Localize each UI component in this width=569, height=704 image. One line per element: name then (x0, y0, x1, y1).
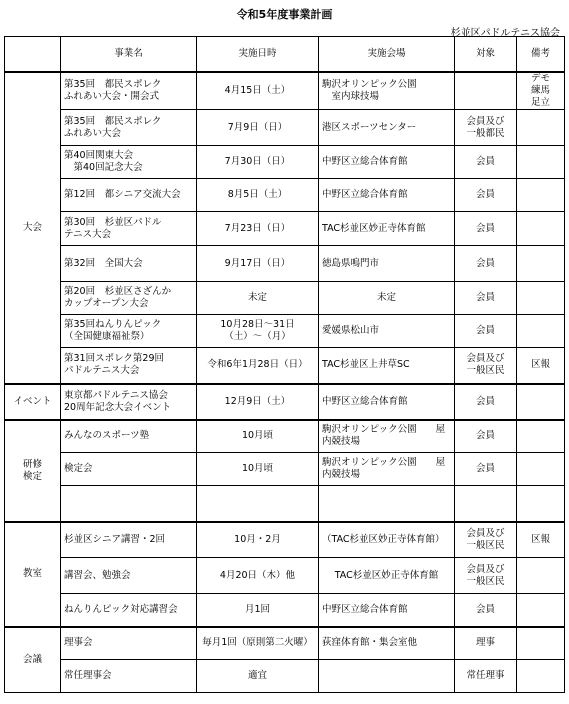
table-row (5, 558, 565, 594)
event-venue: TAC杉並区妙正寺体育館 (319, 558, 455, 594)
event-date: 10月・2月 (197, 522, 319, 558)
event-name: 東京都パドルテニス協会 20周年記念大会イベント (61, 384, 197, 420)
header-note: 備考 (517, 37, 565, 73)
event-venue: 中野区立総合体育館 (319, 594, 455, 627)
event-date: 月1回 (197, 594, 319, 627)
event-date: 4月15日（土） (197, 72, 319, 110)
category-kenshu: 研修 検定 (5, 420, 61, 522)
event-note (517, 315, 565, 348)
event-target: 会員 (455, 384, 517, 420)
organization-name: 杉並区パドルテニス協会 (450, 28, 560, 39)
table-row (5, 246, 565, 282)
event-target (455, 486, 517, 522)
event-name: 第31回スポレク第29回 パドルテニス大会 (61, 348, 197, 384)
event-note (517, 453, 565, 486)
event-target: 会員 (455, 146, 517, 179)
event-name: 講習会、勉強会 (61, 558, 197, 594)
table-row (5, 627, 565, 660)
event-note: 区報 (517, 348, 565, 384)
event-name: 第20回 杉並区さざんか カップオープン大会 (61, 282, 197, 315)
table-row (5, 179, 565, 212)
table-row (5, 110, 565, 146)
event-name: 第35回 都民スポレク ふれあい大会・開会式 (61, 72, 197, 110)
event-name: ねんりんピック対応講習会 (61, 594, 197, 627)
event-venue: 中野区立総合体育館 (319, 179, 455, 212)
header-target: 対象 (455, 37, 517, 73)
table-row (5, 282, 565, 315)
event-target: 理事 (455, 627, 517, 660)
event-date: 令和6年1月28日（日） (197, 348, 319, 384)
event-venue: 荻窪体育館・集会室他 (319, 627, 455, 660)
event-target: 会員及び 一般都民 (455, 110, 517, 146)
event-date (197, 486, 319, 522)
page-title: 令和5年度事業計画 (236, 8, 333, 21)
event-venue: 未定 (319, 282, 455, 315)
event-venue: 中野区立総合体育館 (319, 146, 455, 179)
event-note (517, 179, 565, 212)
event-name: 理事会 (61, 627, 197, 660)
event-name (61, 486, 197, 522)
table-row (5, 486, 565, 522)
event-name: 第35回ねんりんピック （全国健康福祉祭） (61, 315, 197, 348)
event-note (517, 486, 565, 522)
event-name: 杉並区シニア講習・2回 (61, 522, 197, 558)
event-name: 第32回 全国大会 (61, 246, 197, 282)
event-name: 第30回 杉並区パドル テニス大会 (61, 212, 197, 246)
event-target: 会員 (455, 315, 517, 348)
category-taikai: 大会 (5, 72, 61, 384)
event-venue: （TAC杉並区妙正寺体育館） (319, 522, 455, 558)
event-target (455, 72, 517, 110)
event-date: 10月頃 (197, 453, 319, 486)
event-note (517, 660, 565, 693)
event-note (517, 627, 565, 660)
event-target: 会員 (455, 246, 517, 282)
event-venue: 駒沢オリンピック公園 屋 内競技場 (319, 420, 455, 453)
event-date: 10月28日～31日 （土）～（月） (197, 315, 319, 348)
event-date: 毎月1回（原則第二火曜） (197, 627, 319, 660)
event-note (517, 558, 565, 594)
event-date: 4月20日（木）他 (197, 558, 319, 594)
event-note (517, 420, 565, 453)
event-name: 第40回関東大会 第40回記念大会 (61, 146, 197, 179)
event-name: 第35回 都民スポレク ふれあい大会 (61, 110, 197, 146)
category-kaigi: 会議 (5, 627, 61, 693)
table-row (5, 348, 565, 384)
event-note (517, 212, 565, 246)
event-target: 会員及び 一般区民 (455, 348, 517, 384)
header-category (5, 37, 61, 73)
event-target: 会員 (455, 453, 517, 486)
event-venue (319, 660, 455, 693)
table-row (5, 594, 565, 627)
event-venue: 中野区立総合体育館 (319, 384, 455, 420)
table-row (5, 384, 565, 420)
event-note (517, 594, 565, 627)
event-target: 会員 (455, 594, 517, 627)
event-venue (319, 486, 455, 522)
event-note (517, 282, 565, 315)
event-date: 7月23日（日） (197, 212, 319, 246)
table-row (5, 315, 565, 348)
header-venue: 実施会場 (319, 37, 455, 73)
header-row (5, 37, 565, 73)
event-venue: 愛媛県松山市 (319, 315, 455, 348)
table-row (5, 522, 565, 558)
event-target: 会員 (455, 212, 517, 246)
event-note (517, 384, 565, 420)
event-name: 検定会 (61, 453, 197, 486)
schedule-table (4, 36, 565, 693)
category-kyoshitsu: 教室 (5, 522, 61, 627)
event-note: デモ 練馬 足立 (517, 72, 565, 110)
event-date: 10月頃 (197, 420, 319, 453)
event-note (517, 246, 565, 282)
event-name: 常任理事会 (61, 660, 197, 693)
event-venue: TAC杉並区妙正寺体育館 (319, 212, 455, 246)
event-venue: 徳島県鳴門市 (319, 246, 455, 282)
event-date: 12月9日（土） (197, 384, 319, 420)
event-note (517, 146, 565, 179)
event-target: 常任理事 (455, 660, 517, 693)
event-target: 会員 (455, 420, 517, 453)
event-date: 適宜 (197, 660, 319, 693)
event-target: 会員 (455, 179, 517, 212)
event-note: 区報 (517, 522, 565, 558)
table-row (5, 146, 565, 179)
event-name: みんなのスポーツ塾 (61, 420, 197, 453)
event-target: 会員 (455, 282, 517, 315)
header-event-name: 事業名 (61, 37, 197, 73)
category-event: イベント (5, 384, 61, 420)
event-date: 7月9日（日） (197, 110, 319, 146)
table-row (5, 212, 565, 246)
event-date: 未定 (197, 282, 319, 315)
event-venue: 港区スポーツセンター (319, 110, 455, 146)
table-row (5, 72, 565, 110)
event-date: 9月17日（日） (197, 246, 319, 282)
table-row (5, 660, 565, 693)
event-venue: TAC杉並区上井草SC (319, 348, 455, 384)
event-venue: 駒沢オリンピック公園 屋 内競技場 (319, 453, 455, 486)
table-row (5, 420, 565, 453)
header-date: 実施日時 (197, 37, 319, 73)
event-name: 第12回 都シニア交流大会 (61, 179, 197, 212)
event-target: 会員及び 一般区民 (455, 558, 517, 594)
event-note (517, 110, 565, 146)
event-date: 8月5日（土） (197, 179, 319, 212)
table-row (5, 453, 565, 486)
event-date: 7月30日（日） (197, 146, 319, 179)
event-target: 会員及び 一般区民 (455, 522, 517, 558)
event-venue: 駒沢オリンピック公園 室内球技場 (319, 72, 455, 110)
